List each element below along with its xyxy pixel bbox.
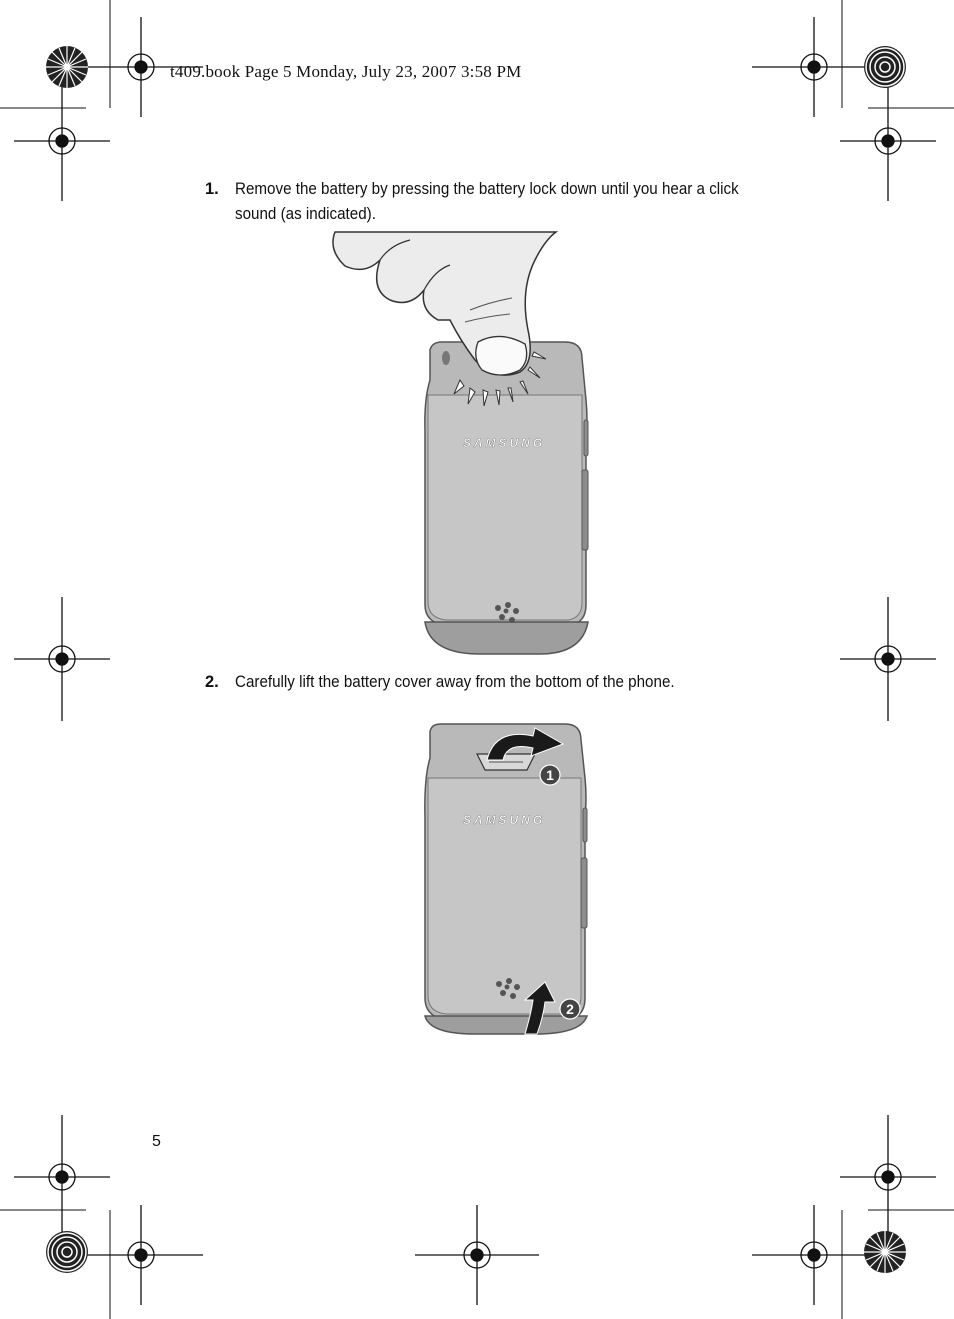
print-header: t409.book Page 5 Monday, July 23, 2007 3:58 PM bbox=[170, 62, 522, 81]
step-number: 1. bbox=[205, 180, 219, 198]
page-number: 5 bbox=[152, 1133, 161, 1150]
fig2-brand-label: SAMSUNG bbox=[462, 813, 546, 827]
callout-2-label: 2 bbox=[566, 1001, 574, 1017]
step-text: Remove the battery by pressing the battery lock down until you hear a click sound (as indicated). bbox=[235, 180, 739, 223]
battery-lock-illustration bbox=[320, 230, 600, 660]
thumbnail-icon bbox=[476, 336, 527, 375]
lift-cover-illustration bbox=[415, 718, 595, 1038]
step-number: 2. bbox=[205, 673, 219, 691]
callout-1-label: 1 bbox=[546, 767, 554, 783]
step-text: Carefully lift the battery cover away from the bottom of the phone. bbox=[235, 673, 675, 691]
fig1-brand-label: SAMSUNG bbox=[462, 436, 546, 450]
